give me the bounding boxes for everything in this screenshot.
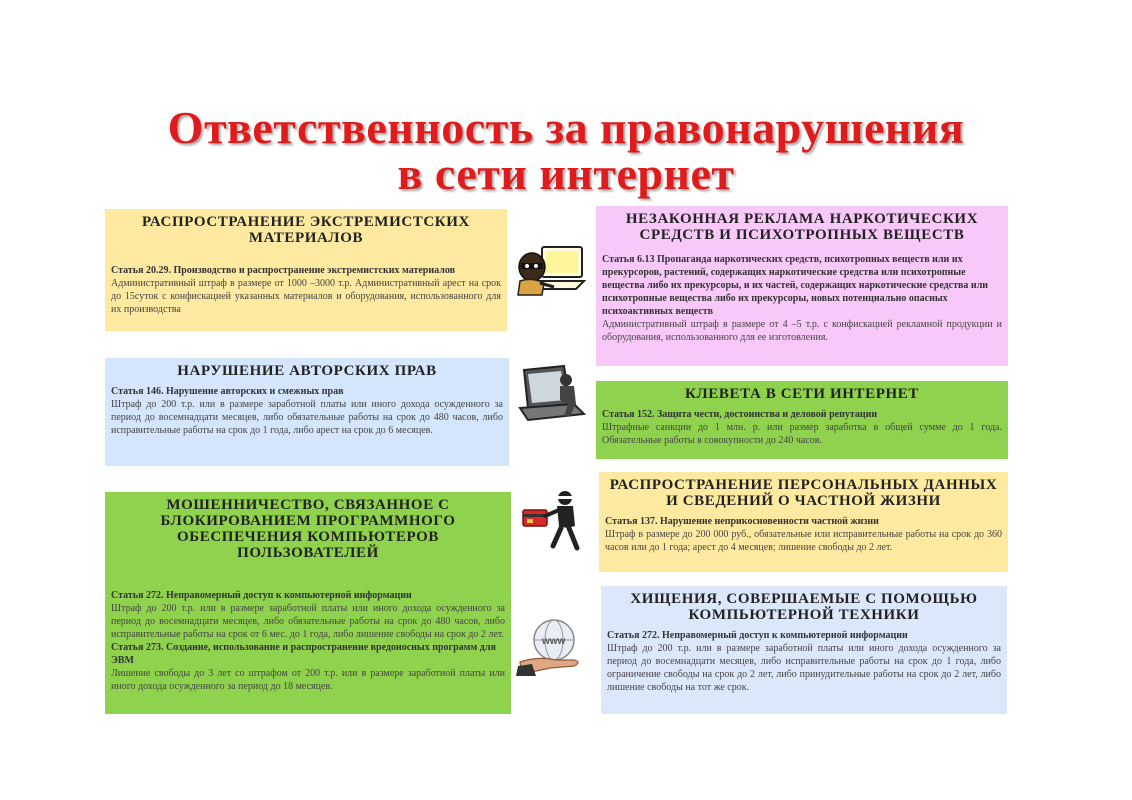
card-heading: ХИЩЕНИЯ, СОВЕРШАЕМЫЕ С ПОМОЩЬЮ КОМПЬЮТЕРНОЙ ТЕХНИКИ — [630, 591, 978, 623]
page-title-line-1: Ответственность за правонарушения — [167, 102, 965, 153]
article-title: Статья 20.29. Производство и распространение экстремистских материалов — [111, 265, 455, 276]
article-text: Штраф до 200 т.р. или в размере заработной платы или иного дохода осужденного за период до восемнадцати месяцев, либо обязательные работы на срок до 480 часов, либо исправительные работы на срок от 6 мес. до 1 года, либо лишение свободы на срок до 2 лет. — [111, 603, 505, 640]
thief-with-credit-card-icon — [521, 488, 585, 552]
card-heading: НЕЗАКОННАЯ РЕКЛАМА НАРКОТИЧЕСКИХ СРЕДСТВ И ПСИХОТРОПНЫХ ВЕЩЕСТВ — [625, 211, 979, 243]
article-title: Статья 273. Создание, использование и распространение вредоносных программ для ЭВМ — [111, 642, 496, 666]
hand-holding-www-globe-icon — [514, 616, 590, 678]
card-heading: МОШЕННИЧЕСТВО, СВЯЗАННОЕ С БЛОКИРОВАНИЕМ ПРОГРАММНОГО ОБЕСПЕЧЕНИЯ КОМПЬЮТЕРОВ ПОЛЬЗОВАТЕЛЕЙ — [160, 497, 456, 561]
card-extremist-materials — [105, 209, 507, 331]
article-title: Статья 272. Неправомерный доступ к компьютерной информации — [607, 630, 908, 641]
article-title: Статья 137. Нарушение неприкосновенности частной жизни — [605, 516, 879, 527]
card-heading: КЛЕВЕТА В СЕТИ ИНТЕРНЕТ — [685, 386, 919, 402]
page-title-line-2: в сети интернет — [397, 148, 735, 199]
card-copyright-violation — [105, 358, 509, 466]
card-heading: РАСПРОСТРАНЕНИЕ ПЕРСОНАЛЬНЫХ ДАННЫХ И СВЕДЕНИЙ О ЧАСТНОЙ ЖИЗНИ — [609, 477, 998, 509]
card-illegal-drug-advertising — [596, 206, 1008, 366]
article-title: Статья 272. Неправомерный доступ к компьютерной информации — [111, 590, 412, 601]
article-title: Статья 6.13 Пропаганда наркотических средств, психотропных веществ или их прекурсоров, растений, содержащих наркотические средства или психотропные вещества либо их прекурсоры, и их частей, содержащих наркотические средства или психотропные вещества либо их прекурсоры, новых потенциально опасных психоактивных веществ — [602, 254, 989, 317]
article-text: Штраф в размере до 200 000 руб., обязательные или исправительные работы на срок до 360 часов или до 1 года; арест до 4 месяцев; лишение свободы до 2 лет. — [605, 529, 1002, 553]
article-text: Штраф до 200 т.р. или в размере заработной платы или иного дохода осужденного за период до восемнадцати месяцев, либо обязательные работы на срок до 480 часов, либо исправительные работы на срок до 1 года, либо арест на срок до 6 месяцев. — [111, 399, 503, 436]
article-text: Административный штраф в размере от 4 –5 т.р. с конфискацией рекламной продукции и оборудования, использованного для ее изготовления. — [602, 319, 1002, 343]
card-online-slander — [596, 381, 1008, 459]
article-text: Лишение свободы до 3 лет со штрафом от 200 т.р. или в размере заработной платы или иного дохода осужденного за период до 18 месяцев. — [111, 668, 505, 692]
card-heading: НАРУШЕНИЕ АВТОРСКИХ ПРАВ — [177, 363, 437, 379]
card-computer-theft — [601, 586, 1007, 714]
hacker-at-laptop-icon — [512, 243, 588, 299]
article-text: Штраф до 200 т.р. или в размере заработной платы или иного дохода осужденного за период до восемнадцати месяцев, либо исправительные работы на срок до 1 года, либо ограничение свободы на срок до 2 лет, либо принудительные работы на срок до 2 лет, либо лишение свободы на тот же срок. — [607, 643, 1001, 693]
svg-text:www: www — [542, 636, 566, 647]
article-title: Статья 146. Нарушение авторских и смежных прав — [111, 386, 344, 397]
article-text: Административный штраф в размере от 1000 –3000 т.р. Административный арест на срок до 15суток с конфискацией указанных материалов и оборудования, использованного для их производства — [111, 278, 501, 315]
laptop-with-intruder-icon — [514, 364, 586, 424]
card-personal-data-disclosure — [599, 472, 1008, 572]
card-software-blocking-fraud — [105, 492, 511, 714]
article-title: Статья 152. Защита чести, достоинства и деловой репутации — [602, 409, 878, 420]
card-heading: РАСПРОСТРАНЕНИЕ ЭКСТРЕМИСТСКИХ МАТЕРИАЛОВ — [142, 214, 470, 246]
article-text: Штрафные санкции до 1 млн. р. или размер заработка в общей сумме до 1 года. Обязательные работы в совокупности до 240 часов. — [602, 422, 1002, 446]
